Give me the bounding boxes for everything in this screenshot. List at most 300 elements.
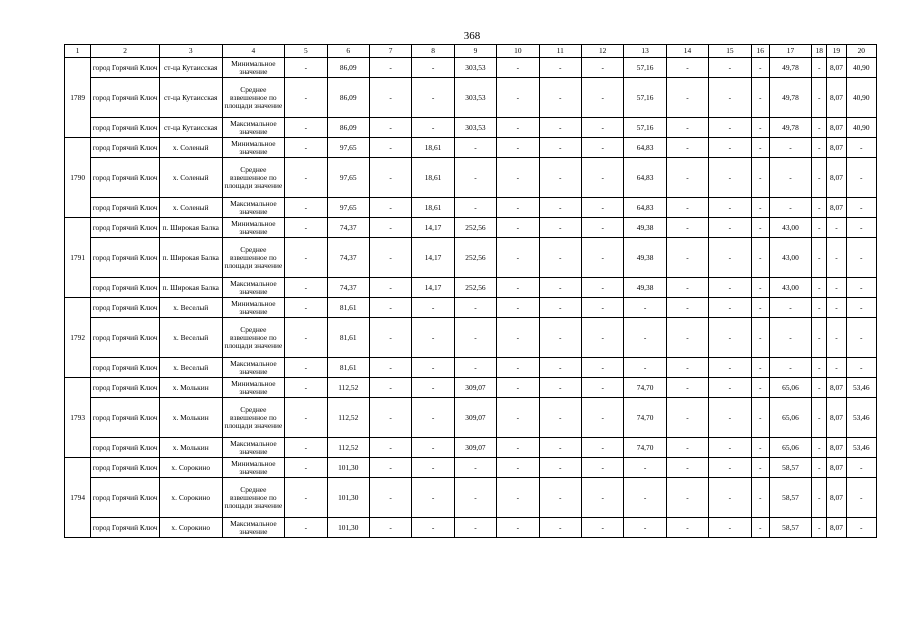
table-cell: 303,53	[454, 78, 496, 118]
table-cell: 14,17	[412, 278, 454, 298]
table-cell: п. Широкая Балка	[159, 218, 222, 238]
table-cell: -	[285, 518, 327, 538]
table-cell: -	[709, 78, 751, 118]
table-cell: город Горячий Ключ	[91, 238, 160, 278]
table-cell: -	[709, 218, 751, 238]
table-cell: -	[769, 158, 811, 198]
table-cell: -	[709, 358, 751, 378]
table-cell: 49,38	[624, 238, 666, 278]
table-cell: -	[369, 118, 411, 138]
table-row	[65, 198, 877, 218]
table-row	[65, 138, 877, 158]
table-cell: -	[412, 358, 454, 378]
table-cell: -	[846, 478, 876, 518]
table-cell: 18,61	[412, 198, 454, 218]
table-cell: -	[539, 378, 581, 398]
table-row	[65, 238, 877, 278]
table-cell: -	[369, 78, 411, 118]
table-cell: -	[827, 358, 846, 378]
table-cell: х. Соленый	[159, 158, 222, 198]
table-cell: -	[285, 318, 327, 358]
table-cell: -	[539, 358, 581, 378]
table-cell: -	[666, 218, 708, 238]
table-cell: Минимальное значение	[222, 378, 285, 398]
table-cell: -	[812, 378, 827, 398]
table-cell: -	[285, 378, 327, 398]
table-cell: -	[581, 358, 623, 378]
table-row	[65, 218, 877, 238]
table-cell: -	[709, 398, 751, 438]
column-header: 19	[827, 45, 846, 58]
table-cell: город Горячий Ключ	[91, 478, 160, 518]
table-cell: 49,78	[769, 58, 811, 78]
table-cell: -	[581, 458, 623, 478]
table-cell: Среднее взвешенное по площади значение	[222, 158, 285, 198]
table-cell: -	[666, 118, 708, 138]
page-number: 368	[463, 30, 481, 42]
table-cell: город Горячий Ключ	[91, 458, 160, 478]
table-cell: -	[846, 298, 876, 318]
table-cell: -	[709, 278, 751, 298]
table-cell: -	[827, 218, 846, 238]
table-cell: -	[454, 138, 496, 158]
table-cell: -	[666, 58, 708, 78]
column-header: 8	[412, 45, 454, 58]
table-cell: 14,17	[412, 238, 454, 278]
table-cell: Максимальное значение	[222, 118, 285, 138]
table-cell: 252,56	[454, 238, 496, 278]
table-cell: -	[624, 298, 666, 318]
table-cell: -	[812, 358, 827, 378]
table-cell: х. Соленый	[159, 138, 222, 158]
table-cell: Максимальное значение	[222, 358, 285, 378]
table-cell: -	[812, 238, 827, 278]
table-cell: -	[581, 478, 623, 518]
table-cell: -	[285, 138, 327, 158]
table-cell: город Горячий Ключ	[91, 158, 160, 198]
table-cell: -	[497, 218, 539, 238]
table-cell: город Горячий Ключ	[91, 378, 160, 398]
table-cell: 252,56	[454, 218, 496, 238]
table-cell: -	[812, 138, 827, 158]
table-row	[65, 438, 877, 458]
table-cell: 40,90	[846, 118, 876, 138]
table-cell: -	[285, 458, 327, 478]
table-cell: -	[369, 298, 411, 318]
table-cell: -	[624, 458, 666, 478]
table-cell: -	[666, 438, 708, 458]
table-cell: -	[666, 358, 708, 378]
table-cell: Максимальное значение	[222, 278, 285, 298]
table-cell: 53,46	[846, 438, 876, 458]
table-cell: 309,07	[454, 438, 496, 458]
table-cell: -	[497, 518, 539, 538]
table-cell: -	[751, 478, 769, 518]
table-cell: -	[539, 318, 581, 358]
table-cell: 86,09	[327, 58, 369, 78]
table-cell: -	[751, 278, 769, 298]
table-cell: -	[827, 238, 846, 278]
table-row	[65, 518, 877, 538]
table-cell: Минимальное значение	[222, 138, 285, 158]
table-cell: -	[666, 318, 708, 358]
table-cell: -	[454, 158, 496, 198]
table-cell: -	[412, 78, 454, 118]
table-cell: 112,52	[327, 378, 369, 398]
table-cell: -	[709, 158, 751, 198]
table-cell: п. Широкая Балка	[159, 238, 222, 278]
table-cell: 14,17	[412, 218, 454, 238]
table-cell: 97,65	[327, 158, 369, 198]
table-cell: -	[454, 298, 496, 318]
table-cell: -	[666, 518, 708, 538]
table-cell: -	[539, 438, 581, 458]
table-cell: -	[497, 138, 539, 158]
table-cell: -	[812, 278, 827, 298]
table-cell: Минимальное значение	[222, 458, 285, 478]
table-cell: -	[369, 398, 411, 438]
table-cell: город Горячий Ключ	[91, 78, 160, 118]
table-cell: х. Молькин	[159, 438, 222, 458]
table-cell: -	[709, 198, 751, 218]
table-cell: -	[812, 298, 827, 318]
table-cell: -	[624, 518, 666, 538]
table-cell: -	[539, 398, 581, 438]
table-cell: -	[369, 478, 411, 518]
table-cell: 8,07	[827, 478, 846, 518]
table-cell: -	[539, 198, 581, 218]
column-header: 4	[222, 45, 285, 58]
table-cell: -	[666, 458, 708, 478]
table-cell: -	[751, 398, 769, 438]
column-header: 3	[159, 45, 222, 58]
table-cell: 112,52	[327, 398, 369, 438]
table-cell: 303,53	[454, 58, 496, 78]
table-cell: -	[827, 318, 846, 358]
table-cell: 86,09	[327, 118, 369, 138]
table-cell: -	[412, 58, 454, 78]
table-cell: -	[285, 158, 327, 198]
table-cell: -	[581, 138, 623, 158]
table-cell: -	[412, 298, 454, 318]
table-cell: Максимальное значение	[222, 198, 285, 218]
table-cell: -	[581, 78, 623, 118]
table-cell: -	[581, 518, 623, 538]
column-header: 12	[581, 45, 623, 58]
table-cell: город Горячий Ключ	[91, 398, 160, 438]
table-cell: -	[827, 278, 846, 298]
table-cell: -	[285, 478, 327, 518]
table-cell: -	[769, 298, 811, 318]
table-cell: 43,00	[769, 278, 811, 298]
table-cell: -	[624, 358, 666, 378]
table-cell: Максимальное значение	[222, 518, 285, 538]
table-cell: -	[666, 478, 708, 518]
table-cell: 64,83	[624, 138, 666, 158]
table-cell: -	[666, 398, 708, 438]
table-cell: -	[285, 358, 327, 378]
column-header: 2	[91, 45, 160, 58]
column-header: 20	[846, 45, 876, 58]
table-cell: 18,61	[412, 158, 454, 198]
table-cell: -	[539, 158, 581, 198]
table-cell: -	[369, 58, 411, 78]
table-cell: -	[539, 518, 581, 538]
table-row	[65, 158, 877, 198]
table-cell: город Горячий Ключ	[91, 358, 160, 378]
table-cell: 74,70	[624, 378, 666, 398]
table-cell: 74,37	[327, 218, 369, 238]
row-group-id: 1794	[65, 458, 91, 538]
row-group-id: 1791	[65, 218, 91, 298]
table-cell: 81,61	[327, 298, 369, 318]
column-header: 6	[327, 45, 369, 58]
table-cell: 18,61	[412, 138, 454, 158]
table-row	[65, 318, 877, 358]
table-cell: х. Сорокино	[159, 518, 222, 538]
table-cell: х. Веселый	[159, 298, 222, 318]
table-row	[65, 478, 877, 518]
column-header: 11	[539, 45, 581, 58]
table-cell: -	[454, 318, 496, 358]
table-cell: 81,61	[327, 318, 369, 358]
table-cell: 8,07	[827, 458, 846, 478]
table-cell: ст-ца Кутаисская	[159, 58, 222, 78]
table-cell: 49,38	[624, 278, 666, 298]
table-cell: -	[581, 198, 623, 218]
table-cell: 252,56	[454, 278, 496, 298]
table-cell: -	[846, 198, 876, 218]
table-cell: -	[846, 458, 876, 478]
table-cell: 53,46	[846, 378, 876, 398]
table-cell: город Горячий Ключ	[91, 218, 160, 238]
table-cell: х. Веселый	[159, 318, 222, 358]
table-cell: -	[497, 58, 539, 78]
table-cell: -	[581, 438, 623, 458]
column-header: 14	[666, 45, 708, 58]
table-cell: 64,83	[624, 158, 666, 198]
table-cell: -	[812, 518, 827, 538]
table-cell: -	[709, 118, 751, 138]
table-cell: -	[454, 518, 496, 538]
table-cell: -	[369, 218, 411, 238]
table-cell: -	[497, 458, 539, 478]
column-header: 1	[65, 45, 91, 58]
table-cell: 86,09	[327, 78, 369, 118]
column-header: 10	[497, 45, 539, 58]
table-cell: х. Сорокино	[159, 458, 222, 478]
table-cell: -	[369, 278, 411, 298]
table-cell: 112,52	[327, 438, 369, 458]
table-cell: -	[369, 138, 411, 158]
table-cell: 8,07	[827, 518, 846, 538]
table-cell: 57,16	[624, 118, 666, 138]
table-cell: Среднее взвешенное по площади значение	[222, 78, 285, 118]
table-cell: 64,83	[624, 198, 666, 218]
table-cell: -	[751, 358, 769, 378]
table-cell: 309,07	[454, 398, 496, 438]
column-header: 7	[369, 45, 411, 58]
table-cell: -	[666, 138, 708, 158]
table-cell: 8,07	[827, 398, 846, 438]
table-cell: Максимальное значение	[222, 438, 285, 458]
table-cell: -	[751, 318, 769, 358]
table-cell: -	[454, 358, 496, 378]
table-cell: -	[497, 198, 539, 218]
table-cell: 58,57	[769, 518, 811, 538]
table-cell: -	[369, 158, 411, 198]
table-cell: -	[539, 238, 581, 278]
table-cell: -	[709, 518, 751, 538]
table-cell: -	[454, 458, 496, 478]
table-cell: -	[751, 158, 769, 198]
table-cell: 74,70	[624, 398, 666, 438]
table-cell: 65,06	[769, 378, 811, 398]
table-cell: -	[539, 298, 581, 318]
table-cell: 43,00	[769, 238, 811, 278]
table-cell: -	[581, 238, 623, 278]
table-cell: -	[709, 438, 751, 458]
table-cell: -	[454, 478, 496, 518]
table-cell: -	[751, 518, 769, 538]
table-cell: -	[497, 298, 539, 318]
table-cell: -	[285, 78, 327, 118]
table-cell: -	[846, 158, 876, 198]
row-group-id: 1789	[65, 58, 91, 138]
table-cell: -	[769, 318, 811, 358]
table-cell: -	[497, 318, 539, 358]
table-cell: -	[846, 218, 876, 238]
table-cell: х. Молькин	[159, 378, 222, 398]
column-header: 18	[812, 45, 827, 58]
table-cell: город Горячий Ключ	[91, 298, 160, 318]
table-cell: -	[539, 118, 581, 138]
table-cell: -	[846, 138, 876, 158]
table-cell: -	[581, 398, 623, 438]
table-cell: -	[412, 518, 454, 538]
table-cell: -	[497, 278, 539, 298]
table-cell: -	[285, 238, 327, 278]
table-cell: 8,07	[827, 78, 846, 118]
table-cell: 65,06	[769, 398, 811, 438]
table-cell: -	[709, 318, 751, 358]
table-cell: 101,30	[327, 458, 369, 478]
table-cell: -	[709, 298, 751, 318]
table-cell: -	[846, 318, 876, 358]
table-cell: -	[812, 158, 827, 198]
table-cell: -	[497, 358, 539, 378]
table-cell: -	[497, 398, 539, 438]
table-cell: -	[497, 378, 539, 398]
table-cell: 49,38	[624, 218, 666, 238]
table-cell: -	[285, 278, 327, 298]
table-cell: 97,65	[327, 198, 369, 218]
table-row	[65, 278, 877, 298]
table-cell: ст-ца Кутаисская	[159, 118, 222, 138]
table-cell: -	[709, 378, 751, 398]
table-cell: 81,61	[327, 358, 369, 378]
table-cell: -	[709, 458, 751, 478]
table-cell: 309,07	[454, 378, 496, 398]
table-cell: город Горячий Ключ	[91, 318, 160, 358]
table-cell: 97,65	[327, 138, 369, 158]
table-cell: -	[812, 458, 827, 478]
table-cell: -	[751, 238, 769, 278]
table-cell: -	[751, 458, 769, 478]
column-header: 15	[709, 45, 751, 58]
table-cell: -	[497, 78, 539, 118]
table-cell: -	[454, 198, 496, 218]
table-cell: -	[709, 58, 751, 78]
table-cell: п. Широкая Балка	[159, 278, 222, 298]
table-cell: -	[412, 458, 454, 478]
table-cell: город Горячий Ключ	[91, 58, 160, 78]
table-cell: -	[666, 298, 708, 318]
row-group-id: 1790	[65, 138, 91, 218]
table-cell: -	[539, 58, 581, 78]
column-header: 9	[454, 45, 496, 58]
table-row	[65, 378, 877, 398]
table-cell: -	[812, 78, 827, 118]
table-cell: -	[285, 58, 327, 78]
table-cell: -	[285, 118, 327, 138]
table-cell: -	[412, 118, 454, 138]
table-cell: х. Веселый	[159, 358, 222, 378]
table-cell: -	[369, 438, 411, 458]
table-cell: -	[539, 78, 581, 118]
table-cell: -	[369, 318, 411, 358]
table-cell: Среднее взвешенное по площади значение	[222, 478, 285, 518]
table-cell: -	[812, 438, 827, 458]
table-cell: -	[581, 118, 623, 138]
table-cell: х. Соленый	[159, 198, 222, 218]
table-cell: -	[812, 398, 827, 438]
table-cell: -	[812, 118, 827, 138]
table-cell: 74,37	[327, 238, 369, 278]
table-cell: -	[539, 278, 581, 298]
row-group-id: 1793	[65, 378, 91, 458]
table-cell: Минимальное значение	[222, 298, 285, 318]
table-row	[65, 458, 877, 478]
table-cell: -	[751, 138, 769, 158]
table-cell: х. Сорокино	[159, 478, 222, 518]
table-cell: -	[581, 58, 623, 78]
table-cell: город Горячий Ключ	[91, 138, 160, 158]
table-cell: -	[709, 478, 751, 518]
table-cell: -	[285, 198, 327, 218]
table-cell: ст-ца Кутаисская	[159, 78, 222, 118]
table-cell: 53,46	[846, 398, 876, 438]
table-cell: -	[812, 58, 827, 78]
table-cell: -	[539, 138, 581, 158]
table-cell: х. Молькин	[159, 398, 222, 438]
table-cell: 57,16	[624, 58, 666, 78]
table-cell: -	[812, 198, 827, 218]
table-cell: 74,37	[327, 278, 369, 298]
table-cell: -	[751, 438, 769, 458]
table-cell: Среднее взвешенное по площади значение	[222, 238, 285, 278]
table-cell: -	[769, 138, 811, 158]
column-header: 17	[769, 45, 811, 58]
table-cell: -	[751, 58, 769, 78]
table-cell: -	[812, 218, 827, 238]
table-cell: Среднее взвешенное по площади значение	[222, 398, 285, 438]
table-cell: -	[497, 478, 539, 518]
row-group-id: 1792	[65, 298, 91, 378]
table-cell: 8,07	[827, 138, 846, 158]
table-cell: -	[581, 298, 623, 318]
table-cell: 58,57	[769, 458, 811, 478]
